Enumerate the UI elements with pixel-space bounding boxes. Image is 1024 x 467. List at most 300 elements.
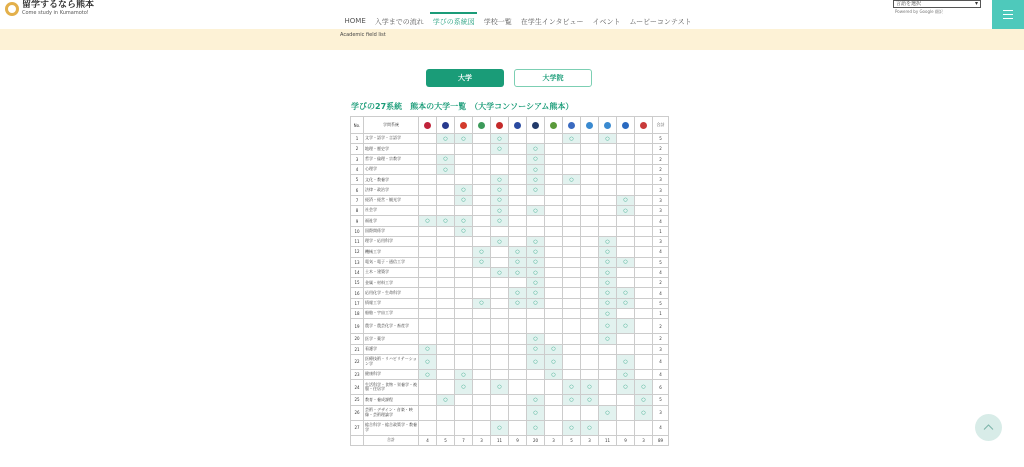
site-logo[interactable] bbox=[5, 0, 94, 20]
empty-cell bbox=[563, 298, 581, 308]
field-name: 芸術・デザイン・音楽・映像・芸術理論学 bbox=[364, 405, 419, 420]
empty-cell bbox=[581, 369, 599, 379]
offered-mark bbox=[473, 298, 491, 308]
logo-subtitle: Come study in Kumamoto! bbox=[22, 10, 89, 16]
empty-cell bbox=[581, 405, 599, 420]
offered-mark bbox=[617, 380, 635, 395]
school-logo-icon bbox=[640, 122, 647, 129]
empty-cell bbox=[509, 206, 527, 216]
nav-academic-fields[interactable]: 学びの系統図 bbox=[428, 13, 479, 33]
offered-mark bbox=[419, 344, 437, 354]
empty-cell bbox=[419, 144, 437, 154]
empty-cell bbox=[545, 236, 563, 246]
offered-mark bbox=[455, 195, 473, 205]
nav-school-list[interactable]: 学校一覧 bbox=[483, 18, 512, 26]
empty-cell bbox=[617, 247, 635, 257]
empty-cell bbox=[635, 257, 653, 267]
col-header-total: 合計 bbox=[653, 117, 669, 134]
row-total: 4 bbox=[653, 354, 669, 369]
empty-cell bbox=[491, 405, 509, 420]
empty-cell bbox=[509, 405, 527, 420]
row-total: 1 bbox=[653, 226, 669, 236]
row-number: 2 bbox=[351, 144, 364, 154]
table-row bbox=[351, 226, 669, 236]
empty-cell bbox=[455, 236, 473, 246]
row-number: 26 bbox=[351, 405, 364, 420]
empty-cell bbox=[419, 164, 437, 174]
empty-cell bbox=[419, 405, 437, 420]
empty-cell bbox=[545, 206, 563, 216]
logo-title: 留学するなら熊本 bbox=[22, 0, 95, 10]
empty-cell bbox=[581, 319, 599, 334]
offered-mark bbox=[491, 206, 509, 216]
empty-cell bbox=[509, 185, 527, 195]
offered-mark bbox=[437, 134, 455, 144]
empty-cell bbox=[563, 164, 581, 174]
empty-cell bbox=[509, 195, 527, 205]
table-row bbox=[351, 288, 669, 298]
empty-cell bbox=[581, 267, 599, 277]
empty-cell bbox=[473, 319, 491, 334]
field-name: 福祉学 bbox=[364, 216, 419, 226]
empty-cell bbox=[599, 206, 617, 216]
empty-cell bbox=[437, 298, 455, 308]
table-row bbox=[351, 267, 669, 277]
school-logo-icon bbox=[478, 122, 485, 129]
breadcrumb: Academic field list bbox=[340, 32, 386, 38]
empty-cell bbox=[437, 195, 455, 205]
table-row bbox=[351, 175, 669, 185]
totals-label: 合計 bbox=[364, 435, 419, 445]
school-logo-header bbox=[617, 117, 635, 134]
offered-mark bbox=[599, 319, 617, 334]
nav-admission-flow[interactable]: 入学までの流れ bbox=[374, 18, 424, 26]
empty-cell bbox=[455, 344, 473, 354]
offered-mark bbox=[599, 309, 617, 319]
row-total: 4 bbox=[653, 369, 669, 379]
offered-mark bbox=[599, 334, 617, 344]
empty-cell bbox=[563, 369, 581, 379]
empty-cell bbox=[635, 319, 653, 334]
table-row bbox=[351, 164, 669, 174]
empty-cell bbox=[455, 206, 473, 216]
empty-cell bbox=[635, 236, 653, 246]
empty-cell bbox=[419, 298, 437, 308]
empty-cell bbox=[545, 226, 563, 236]
offered-mark bbox=[563, 395, 581, 405]
empty-cell bbox=[617, 144, 635, 154]
empty-cell bbox=[527, 319, 545, 334]
offered-mark bbox=[527, 257, 545, 267]
field-name: 金属・材料工学 bbox=[364, 278, 419, 288]
offered-mark bbox=[419, 369, 437, 379]
school-logo-header bbox=[581, 117, 599, 134]
empty-cell bbox=[473, 206, 491, 216]
empty-cell bbox=[473, 164, 491, 174]
nav-home[interactable]: HOME bbox=[344, 17, 366, 25]
field-name: 経済・経営・観光学 bbox=[364, 195, 419, 205]
row-total: 5 bbox=[653, 298, 669, 308]
empty-cell bbox=[491, 344, 509, 354]
empty-cell bbox=[509, 369, 527, 379]
offered-mark bbox=[599, 405, 617, 420]
empty-cell bbox=[545, 288, 563, 298]
empty-cell bbox=[455, 420, 473, 435]
row-number: 13 bbox=[351, 257, 364, 267]
offered-mark bbox=[437, 395, 455, 405]
empty-cell bbox=[581, 334, 599, 344]
empty-cell bbox=[563, 185, 581, 195]
empty-cell bbox=[455, 144, 473, 154]
offered-mark bbox=[527, 185, 545, 195]
empty-cell bbox=[581, 278, 599, 288]
school-logo-header bbox=[491, 117, 509, 134]
empty-cell bbox=[581, 288, 599, 298]
empty-cell bbox=[581, 257, 599, 267]
offered-mark bbox=[473, 257, 491, 267]
offered-mark bbox=[509, 298, 527, 308]
empty-cell bbox=[617, 420, 635, 435]
school-logo-header bbox=[437, 117, 455, 134]
field-name: 地理・歴史学 bbox=[364, 144, 419, 154]
empty-cell bbox=[473, 344, 491, 354]
empty-cell bbox=[491, 309, 509, 319]
offered-mark bbox=[527, 405, 545, 420]
empty-cell bbox=[473, 267, 491, 277]
empty-cell bbox=[635, 154, 653, 164]
empty-cell bbox=[563, 154, 581, 164]
empty-cell bbox=[545, 195, 563, 205]
empty-cell bbox=[635, 195, 653, 205]
nav-movie-contest[interactable]: ムービーコンテスト bbox=[629, 18, 692, 26]
row-total: 2 bbox=[653, 154, 669, 164]
table-row bbox=[351, 257, 669, 267]
chevron-down-icon: ▾ bbox=[974, 0, 978, 7]
row-number: 15 bbox=[351, 278, 364, 288]
offered-mark bbox=[491, 216, 509, 226]
empty-cell bbox=[509, 395, 527, 405]
table-row bbox=[351, 369, 669, 379]
empty-cell bbox=[437, 405, 455, 420]
empty-cell bbox=[509, 380, 527, 395]
offered-mark bbox=[527, 288, 545, 298]
empty-cell bbox=[581, 154, 599, 164]
offered-mark bbox=[563, 134, 581, 144]
row-number: 19 bbox=[351, 319, 364, 334]
row-number: 18 bbox=[351, 309, 364, 319]
empty-cell bbox=[491, 354, 509, 369]
offered-mark bbox=[599, 257, 617, 267]
grand-total: 89 bbox=[653, 435, 669, 445]
empty-cell bbox=[527, 134, 545, 144]
empty-cell bbox=[563, 405, 581, 420]
empty-cell bbox=[419, 278, 437, 288]
empty-cell bbox=[473, 369, 491, 379]
empty-cell bbox=[599, 216, 617, 226]
school-logo-header bbox=[635, 117, 653, 134]
empty-cell bbox=[545, 257, 563, 267]
school-logo-header bbox=[545, 117, 563, 134]
empty-cell bbox=[473, 154, 491, 164]
empty-cell bbox=[455, 405, 473, 420]
offered-mark bbox=[527, 247, 545, 257]
empty-cell bbox=[635, 216, 653, 226]
empty-cell bbox=[509, 319, 527, 334]
empty-cell bbox=[491, 164, 509, 174]
field-name: 法律・政治学 bbox=[364, 185, 419, 195]
menu-icon-bar bbox=[1003, 14, 1013, 15]
empty-cell bbox=[563, 288, 581, 298]
school-total: 5 bbox=[437, 435, 455, 445]
offered-mark bbox=[563, 420, 581, 435]
empty-cell bbox=[473, 405, 491, 420]
empty-cell bbox=[563, 278, 581, 288]
field-name: 看護学 bbox=[364, 344, 419, 354]
field-name: 教育・養成課程 bbox=[364, 395, 419, 405]
empty-cell bbox=[437, 226, 455, 236]
empty-cell bbox=[635, 369, 653, 379]
offered-mark bbox=[491, 144, 509, 154]
tab-graduate[interactable]: 大学院 bbox=[514, 69, 592, 87]
empty-cell bbox=[635, 344, 653, 354]
hamburger-menu-button[interactable] bbox=[992, 0, 1024, 29]
empty-cell bbox=[581, 354, 599, 369]
offered-mark bbox=[599, 247, 617, 257]
empty-cell bbox=[455, 154, 473, 164]
empty-cell bbox=[473, 134, 491, 144]
school-logo-icon bbox=[604, 122, 611, 129]
row-total: 6 bbox=[653, 380, 669, 395]
empty-cell bbox=[419, 257, 437, 267]
row-total: 3 bbox=[653, 405, 669, 420]
offered-mark bbox=[527, 298, 545, 308]
empty-cell bbox=[563, 144, 581, 154]
empty-cell bbox=[527, 216, 545, 226]
empty-cell bbox=[473, 278, 491, 288]
empty-cell bbox=[581, 195, 599, 205]
table-row bbox=[351, 195, 669, 205]
row-number: 23 bbox=[351, 369, 364, 379]
table-row bbox=[351, 236, 669, 246]
row-total: 3 bbox=[653, 206, 669, 216]
empty-cell bbox=[599, 369, 617, 379]
table-row bbox=[351, 344, 669, 354]
empty-cell bbox=[491, 247, 509, 257]
powered-by: Powered by Google 翻訳 bbox=[895, 9, 943, 14]
empty-cell bbox=[419, 134, 437, 144]
offered-mark bbox=[509, 288, 527, 298]
table-header-row bbox=[351, 117, 669, 134]
field-name: 電気・電子・通信工学 bbox=[364, 257, 419, 267]
empty-cell bbox=[419, 236, 437, 246]
row-total: 2 bbox=[653, 319, 669, 334]
site-header bbox=[0, 0, 1024, 29]
empty-cell bbox=[473, 195, 491, 205]
offered-mark bbox=[617, 206, 635, 216]
empty-cell bbox=[545, 319, 563, 334]
empty-cell bbox=[563, 195, 581, 205]
empty-cell bbox=[491, 257, 509, 267]
field-name: 医学・薬学 bbox=[364, 334, 419, 344]
field-name: 心理学 bbox=[364, 164, 419, 174]
offered-mark bbox=[419, 216, 437, 226]
row-number: 8 bbox=[351, 206, 364, 216]
row-number: 1 bbox=[351, 134, 364, 144]
empty-cell bbox=[509, 344, 527, 354]
empty-cell bbox=[437, 206, 455, 216]
school-logo-header bbox=[473, 117, 491, 134]
empty-cell bbox=[635, 309, 653, 319]
empty-cell bbox=[473, 395, 491, 405]
table-row bbox=[351, 247, 669, 257]
offered-mark bbox=[617, 288, 635, 298]
offered-mark bbox=[473, 247, 491, 257]
empty-cell bbox=[563, 247, 581, 257]
row-total: 1 bbox=[653, 309, 669, 319]
field-name: 情報工学 bbox=[364, 298, 419, 308]
empty-cell bbox=[545, 395, 563, 405]
offered-mark bbox=[527, 154, 545, 164]
empty-cell bbox=[563, 319, 581, 334]
empty-cell bbox=[491, 319, 509, 334]
empty-cell bbox=[599, 154, 617, 164]
empty-cell bbox=[563, 267, 581, 277]
empty-cell bbox=[563, 236, 581, 246]
table-row bbox=[351, 405, 669, 420]
empty-cell bbox=[473, 334, 491, 344]
offered-mark bbox=[545, 369, 563, 379]
tab-university[interactable]: 大学 bbox=[426, 69, 504, 87]
offered-mark bbox=[455, 369, 473, 379]
empty-cell bbox=[635, 185, 653, 195]
row-number: 16 bbox=[351, 288, 364, 298]
offered-mark bbox=[545, 344, 563, 354]
empty-cell bbox=[563, 344, 581, 354]
scroll-to-top-button[interactable] bbox=[975, 414, 1002, 441]
empty-cell bbox=[437, 334, 455, 344]
empty-cell bbox=[473, 185, 491, 195]
offered-mark bbox=[491, 134, 509, 144]
empty-cell bbox=[599, 164, 617, 174]
empty-cell bbox=[545, 185, 563, 195]
empty-cell bbox=[635, 298, 653, 308]
empty-cell bbox=[419, 154, 437, 164]
empty-cell bbox=[545, 278, 563, 288]
offered-mark bbox=[527, 334, 545, 344]
empty-cell bbox=[437, 267, 455, 277]
empty-cell bbox=[419, 288, 437, 298]
empty-cell bbox=[509, 226, 527, 236]
empty-cell bbox=[437, 420, 455, 435]
row-total: 3 bbox=[653, 185, 669, 195]
table-row bbox=[351, 319, 669, 334]
school-logo-icon bbox=[532, 122, 539, 129]
empty-cell bbox=[545, 309, 563, 319]
offered-mark bbox=[635, 395, 653, 405]
empty-cell bbox=[491, 334, 509, 344]
offered-mark bbox=[419, 354, 437, 369]
table-row bbox=[351, 144, 669, 154]
row-number: 25 bbox=[351, 395, 364, 405]
empty-cell bbox=[419, 309, 437, 319]
empty-cell bbox=[617, 134, 635, 144]
empty-cell bbox=[617, 226, 635, 236]
field-name: 農学・農芸化学・畜産学 bbox=[364, 319, 419, 334]
language-select[interactable] bbox=[893, 0, 981, 8]
empty-cell bbox=[563, 216, 581, 226]
empty-cell bbox=[581, 175, 599, 185]
empty-cell bbox=[599, 175, 617, 185]
offered-mark bbox=[455, 380, 473, 395]
empty-cell bbox=[527, 380, 545, 395]
offered-mark bbox=[509, 257, 527, 267]
school-logo-header bbox=[527, 117, 545, 134]
row-number: 9 bbox=[351, 216, 364, 226]
school-logo-icon bbox=[424, 122, 431, 129]
empty-cell bbox=[473, 175, 491, 185]
table-body bbox=[351, 134, 669, 446]
empty-cell bbox=[617, 175, 635, 185]
offered-mark bbox=[545, 354, 563, 369]
empty-cell bbox=[635, 134, 653, 144]
table-row bbox=[351, 134, 669, 144]
offered-mark bbox=[527, 206, 545, 216]
empty-cell bbox=[473, 236, 491, 246]
empty-cell bbox=[617, 216, 635, 226]
row-number: 21 bbox=[351, 344, 364, 354]
offered-mark bbox=[527, 395, 545, 405]
nav-interviews[interactable]: 在学生インタビュー bbox=[520, 18, 584, 26]
empty-cell bbox=[419, 185, 437, 195]
empty-cell bbox=[617, 334, 635, 344]
offered-mark bbox=[599, 288, 617, 298]
empty-cell bbox=[437, 354, 455, 369]
row-number: 24 bbox=[351, 380, 364, 395]
field-name: 理学・応用科学 bbox=[364, 236, 419, 246]
empty-cell bbox=[509, 309, 527, 319]
row-total: 4 bbox=[653, 216, 669, 226]
school-total: 20 bbox=[527, 435, 545, 445]
field-name: 社会学 bbox=[364, 206, 419, 216]
empty-cell bbox=[491, 395, 509, 405]
table-row bbox=[351, 206, 669, 216]
empty-cell bbox=[617, 405, 635, 420]
offered-mark bbox=[491, 236, 509, 246]
field-name: 機械工学 bbox=[364, 247, 419, 257]
offered-mark bbox=[437, 154, 455, 164]
empty-cell bbox=[437, 309, 455, 319]
nav-events[interactable]: イベント bbox=[592, 18, 621, 26]
empty-cell bbox=[617, 164, 635, 174]
offered-mark bbox=[455, 185, 473, 195]
offered-mark bbox=[491, 380, 509, 395]
school-total: 9 bbox=[617, 435, 635, 445]
language-select-value: 言語を選択 bbox=[896, 1, 922, 7]
empty-cell bbox=[437, 380, 455, 395]
table-row bbox=[351, 380, 669, 395]
empty-cell bbox=[581, 344, 599, 354]
offered-mark bbox=[635, 405, 653, 420]
school-logo-icon bbox=[622, 122, 629, 129]
empty-cell bbox=[527, 369, 545, 379]
empty-cell bbox=[545, 134, 563, 144]
offered-mark bbox=[527, 267, 545, 277]
empty-cell bbox=[527, 195, 545, 205]
empty-cell bbox=[455, 257, 473, 267]
offered-mark bbox=[455, 216, 473, 226]
empty-cell bbox=[581, 216, 599, 226]
empty-cell bbox=[437, 278, 455, 288]
